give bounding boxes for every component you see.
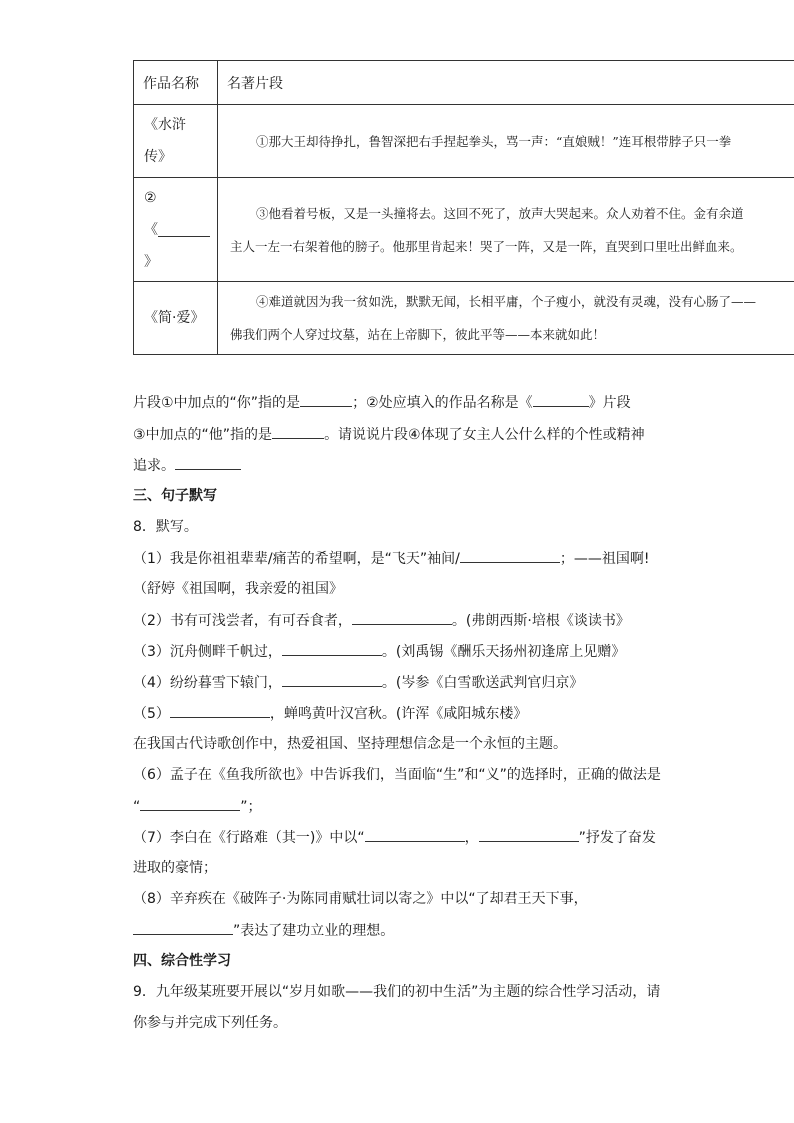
table-header-row bbox=[134, 61, 794, 105]
answer-blank[interactable] bbox=[272, 424, 324, 439]
q8-item: “ ”； bbox=[133, 796, 262, 817]
answer-blank[interactable] bbox=[175, 455, 241, 470]
section-heading: 三、句子默写 bbox=[133, 488, 217, 504]
q8-item: （舒婷《祖国啊，我亲爱的祖国》 bbox=[133, 581, 343, 597]
q9-line: 你参与并完成下列任务。 bbox=[133, 1015, 287, 1031]
excerpt-cell: ①那大王却待挣扎，鲁智深把右手捏起拳头，骂一声：“直娘贼！”连耳根带脖子只一拳 bbox=[218, 105, 794, 178]
q9-line: 9．九年级某班要开展以“岁月如歌——我们的初中生活”为主题的综合性学习活动，请 bbox=[133, 984, 661, 1000]
q8-item: （4）纷纷暮雪下辕门， 。(岑参《白雪歌送武判官归京》 bbox=[133, 672, 583, 693]
header-work-name: 作品名称 bbox=[134, 61, 218, 105]
q8-item: （8）辛弃疾在《破阵子·为陈同甫赋壮词以寄之》中以“了却君王天下事， bbox=[133, 891, 588, 907]
q8-item: （3）沉舟侧畔千帆过， 。(刘禹锡《酬乐天扬州初逢席上见赠》 bbox=[133, 641, 625, 662]
answer-blank[interactable] bbox=[533, 392, 589, 407]
q8-item: （6）孟子在《鱼我所欲也》中告诉我们，当面临“生”和“义”的选择时，正确的做法是 bbox=[133, 767, 661, 783]
q8-item: （1）我是你祖祖辈辈/痛苦的希望啊，是“飞天”袖间/ ；——祖国啊! bbox=[133, 548, 649, 569]
excerpt-cell: ③他看着号板，又是一头撞将去。这回不死了，放声大哭起来。众人劝着不住。金有余道 主人一左一右架着他的膀子。他那里肯起来！哭了一阵，又是一阵，直哭到口里吐出鲜血来。 bbox=[218, 178, 794, 282]
answer-blank[interactable] bbox=[365, 827, 465, 842]
header-excerpt: 名著片段 bbox=[218, 61, 794, 105]
q7-line: 追求。 bbox=[133, 455, 241, 476]
answer-blank[interactable] bbox=[140, 796, 240, 811]
q8-item: ”表达了建功立业的理想。 bbox=[133, 920, 394, 941]
works-table bbox=[133, 60, 794, 355]
excerpt-cell: ④难道就因为我一贫如洗，默默无闻，长相平庸，个子瘦小，就没有灵魂，没有心肠了—— 佛我们两个人穿过坟墓，站在上帝脚下，彼此平等——本来就如此！ bbox=[218, 282, 794, 355]
q8-item: 在我国古代诗歌创作中，热爱祖国、坚持理想信念是一个永恒的主题。 bbox=[133, 736, 567, 752]
section-heading: 四、综合性学习 bbox=[133, 953, 231, 969]
answer-blank[interactable] bbox=[300, 392, 352, 407]
table-row bbox=[134, 178, 794, 282]
q7-line: 片段①中加点的“你”指的是 ；②处应填入的作品名称是《 》片段 bbox=[133, 392, 631, 413]
work-name-cell: ② 《 》 bbox=[134, 178, 218, 282]
answer-blank[interactable] bbox=[170, 703, 270, 718]
q8-item: （2）书有可浅尝者，有可吞食者， 。(弗朗西斯·培根《谈读书》 bbox=[133, 610, 630, 631]
answer-blank[interactable] bbox=[158, 222, 210, 237]
q8-item: 进取的豪情； bbox=[133, 860, 217, 876]
work-name-cell: 《简·爱》 bbox=[134, 282, 218, 355]
table-row bbox=[134, 282, 794, 355]
question-title: 8．默写。 bbox=[133, 519, 198, 535]
answer-blank[interactable] bbox=[352, 610, 452, 625]
work-name-cell: 《水浒 传》 bbox=[134, 105, 218, 178]
answer-blank[interactable] bbox=[479, 827, 579, 842]
table-row bbox=[134, 105, 794, 178]
answer-blank[interactable] bbox=[460, 548, 560, 563]
answer-blank[interactable] bbox=[282, 672, 382, 687]
q8-item: （7）李白在《行路难（其一)》中以“ ， ”抒发了奋发 bbox=[133, 827, 656, 848]
answer-blank[interactable] bbox=[133, 920, 233, 935]
q7-line: ③中加点的“他”指的是 。请说说片段④体现了女主人公什么样的个性或精神 bbox=[133, 424, 645, 445]
q8-item: （5） ，蝉鸣黄叶汉宫秋。(许浑《咸阳城东楼》 bbox=[133, 703, 527, 724]
answer-blank[interactable] bbox=[282, 641, 382, 656]
